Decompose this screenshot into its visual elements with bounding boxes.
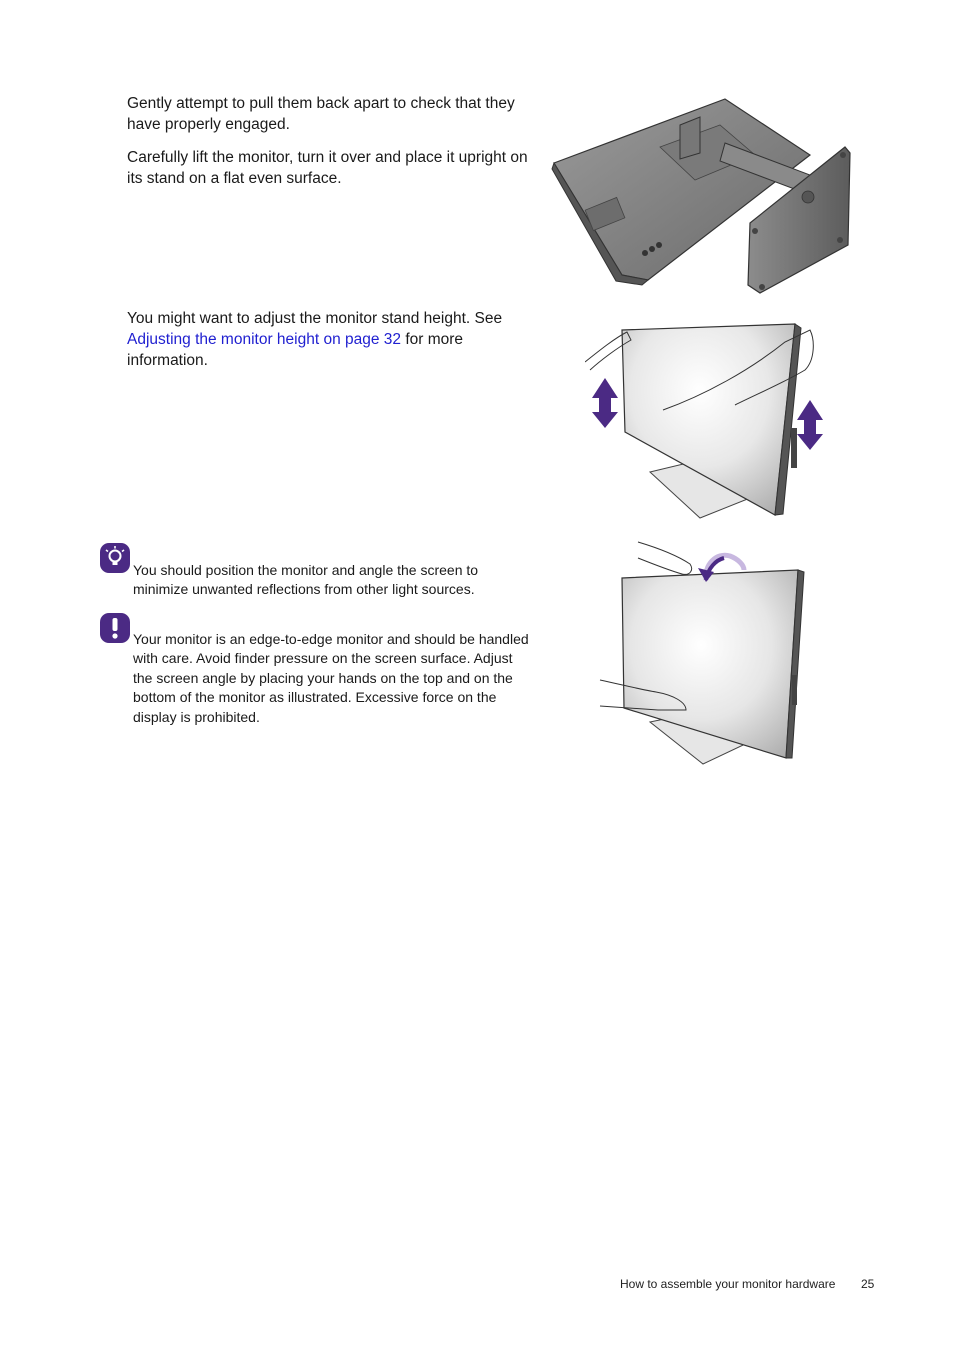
lightbulb-icon (100, 543, 130, 573)
up-down-arrow-left (592, 378, 618, 428)
page-footer (620, 1277, 875, 1291)
warning-note: Your monitor is an edge-to-edge monitor and should be handled with care. Avoid finder pressure on the screen surface. Adjust the screen angle by placing your hands on the top and on the bottom of the monitor as illustrated. Excessive force on the display is prohibited. (133, 631, 529, 725)
page-number: 25 (861, 1277, 875, 1291)
adjust-height-link[interactable]: Adjusting the monitor height on page 32 (127, 331, 402, 348)
exclamation-icon (100, 613, 130, 643)
footer-section-title: How to assemble your monitor hardware (620, 1277, 836, 1291)
tip-note: You should position the monitor and angle the screen to minimize unwanted reflections from other light sources. (133, 562, 479, 598)
instruction-lift-monitor: Carefully lift the monitor, turn it over and place it upright on its stand on a flat even surface. (127, 149, 528, 187)
instruction-text-start: You might want to adjust the monitor stand height. See (127, 310, 503, 327)
instruction-adjust-height (127, 308, 537, 371)
instruction-text-end: for more information. (127, 331, 464, 369)
monitor-face-down-illustration (550, 95, 860, 300)
monitor-tilt-illustration (598, 540, 813, 770)
monitor-height-adjust-illustration (585, 310, 830, 525)
instruction-check-engaged: Gently attempt to pull them back apart to check that they have properly engaged. (127, 95, 515, 133)
up-down-arrow-right (797, 400, 823, 450)
